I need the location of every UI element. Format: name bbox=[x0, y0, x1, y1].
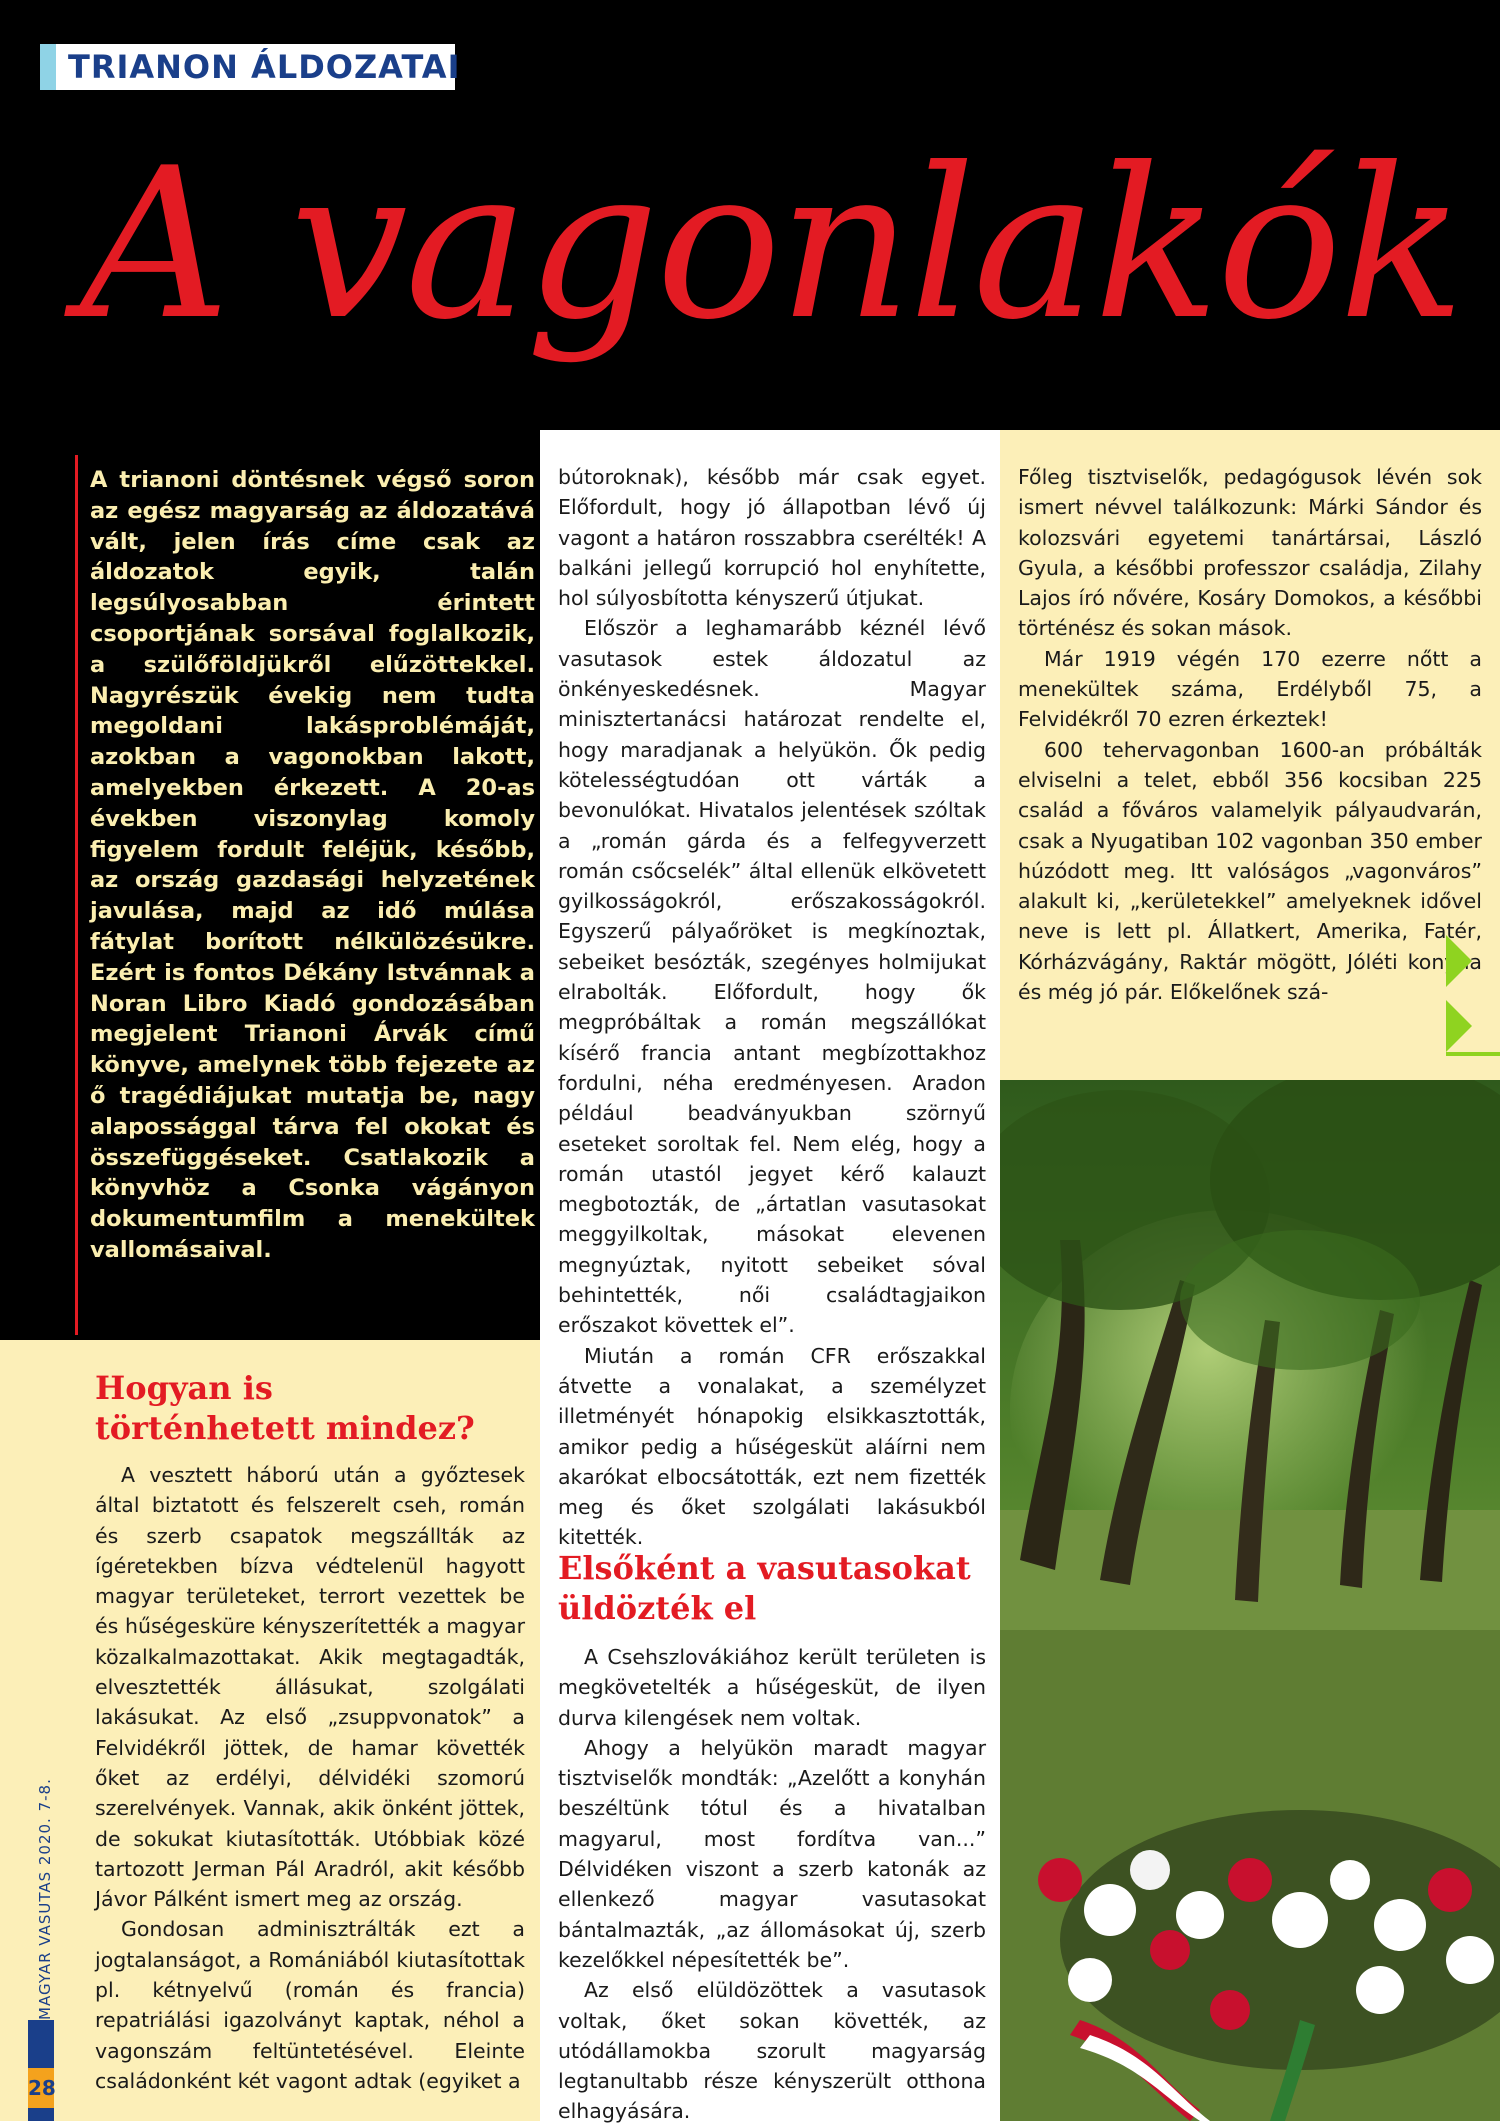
column-2-heading: Elsőként a vasutasokat üldözték el bbox=[558, 1549, 971, 1627]
flower bbox=[1356, 1966, 1404, 2014]
paragraph: Először a leghamarább kéznél lévő vasutasok estek áldozatul az önkényeskedésnek. Magyar minisztertanácsi határozat rendelte el, hogy maradjanak a helyükön. Ők pedig kötelességtudóan ott várták a bevonulókat. Hivatalos jelentések szóltak a „román gárda és a felfegyverzett román csőcselék” által ellenük elkövetett gyilkosságokról, erőszakosságokról. Egyszerű pályaőröket is megkínoztak, sebeiket besózták, szegényes holmijukat elrabolták. Előfordult, hogy ők megpróbáltak a román megszállókat kísérő francia antant megbízottakhoz fordulni, néha eredményesen. Aradon például beadványukban szörnyű eseteket soroltak fel. Nem elég, hogy a román utastól jegyet kérő kalauzt megbotozták, de „ártatlan vasutasokat meggyilkoltak, másokat elevenen megnyúztak, nyitott sebeiket sóval behintették, női családtagjaikon erőszakot követtek el”. bbox=[558, 616, 986, 1338]
continue-arrow-icon bbox=[1446, 1000, 1472, 1052]
column-2-text-bottom bbox=[558, 1642, 986, 2127]
paragraph: 600 tehervagonban 1600-an próbálták elviselni a telet, ebből 356 kocsiban 225 család a főváros valamelyik pályaudvarán, csak a Nyugatiban 102 vagonban 350 ember húzódott meg. Itt valóságos „vagonváros” alakult ki, „kerületekkel” amelyeknek idővel neve is lett pl. Állatkert, Amerika, Fatér, Kórházvágány, Raktár mögött, Jóléti konyha és még jó pár. Előkelőnek szá- bbox=[1018, 737, 1482, 1005]
flower bbox=[1038, 1858, 1082, 1902]
paragraph: Az első elüldözöttek a vasutasok voltak, őket sokan követték, az utódállamokba szorult magyarság legtanultabb része kényszerült otthona elhagyására. bbox=[558, 1978, 986, 2124]
paragraph: A Csehszlovákiához került területen is megkövetelték a hűségesküt, de ilyen durva kilengések nem voltak. bbox=[558, 1645, 986, 1730]
tree-canopy bbox=[1180, 1230, 1420, 1370]
paragraph: Miután a román CFR erőszakkal átvette a vonalakat, a személyzet illetményét hónapokig elsikkasztották, amikor pedig a hűségesküt aláírni nem akarókat elbocsátották, ezt nem fizették meg és őket szolgálati lakásukból kitették. bbox=[558, 1343, 986, 1550]
section-kicker: TRIANON ÁLDOZATAI bbox=[40, 44, 455, 90]
column-3-text bbox=[1018, 462, 1482, 1007]
flower bbox=[1176, 1891, 1224, 1939]
flower bbox=[1272, 1892, 1328, 1948]
page-number: 28 bbox=[28, 2068, 54, 2108]
flower bbox=[1210, 1990, 1250, 2030]
lead-paragraph: A trianoni döntésnek végső soron az egész magyarság az áldozatává vált, jelen írás címe csak az áldozatok egyik, talán legsúlyosabban érintett csoportjának sorsával foglalkozik, a szülőföldjükről elűzöttekkel. Nagyrészük évekig nem tudta megoldani lakásproblémáját, azokban a vagonokban lakott, amelyekben érkezett. A 20-as években viszonylag komoly figyelem fordult feléjük, később, az ország gazdasági helyzetének javulása, majd az idő múlása fátylat borított nélkülözésükre. Ezért is fontos Dékány Istvánnak a Noran Libro Kiadó gondozásában megjelent Trianoni Árvák című könyve, amelynek több fejezete az ő tragédiájukat mutatja be, nagy alapossággal tárva fel okokat és összefüggéseket. Csatlakozik a könyvhöz a Csonka vágányon dokumentumfilm a menekültek vallomásaival. bbox=[75, 455, 535, 1335]
paragraph: A vesztett háború után a győztesek által biztatott és felszerelt cseh, román és szerb csapatok megszállták az ígéretekben bízva védtelenül hagyott magyar területeket, terrort vezettek be és hűségesküre kényszerítették a magyar közalkalmazottakat. Akik megtagadták, elvesztették állásukat, szolgálati lakásukat. Az első „zsuppvonatok” a Felvidékről jöttek, de hamar követték őket az erdélyi, délvidéki szomorú szerelvények. Vannak, akik önként jöttek, de sokukat kiutasították. Utóbbiak közé tartozott Jerman Pál Aradról, akit később Jávor Pálként ismert meg az ország. bbox=[95, 1463, 525, 1912]
flower bbox=[1428, 1868, 1472, 1912]
continue-arrow-icon bbox=[1446, 935, 1472, 987]
column-1-text bbox=[95, 1460, 525, 2096]
article-title: A vagonlakók bbox=[80, 124, 1463, 366]
column-1-heading: Hogyan is történhetett mindez? bbox=[95, 1369, 475, 1447]
paragraph: Ahogy a helyükön maradt magyar tisztviselők mondták: „Azelőtt a konyhán beszéltünk tótul és a hivatalban magyarul, most fordítva van...” Délvidéken viszont a szerb katonák az ellenkező magyar vasutasokat bántalmazták, „az állomásokat új, szerb kezelőkkel népesítették be”. bbox=[558, 1735, 986, 1972]
publication-label: MAGYAR VASUTAS 2020. 7-8. bbox=[36, 1778, 54, 2020]
flower bbox=[1084, 1884, 1136, 1936]
flower bbox=[1150, 1930, 1190, 1970]
paragraph: Már 1919 végén 170 ezerre nőtt a menekültek száma, Erdélyből 75, a Felvidékről 70 ezren érkeztek! bbox=[1018, 646, 1482, 732]
column-2-text-top bbox=[558, 462, 986, 1553]
paragraph: bútoroknak), később már csak egyet. Előfordult, hogy jó állapotban lévő új vagont a határon rosszabbra cserélték! A balkáni jellegű korrupció hol enyhítette, hol súlyosbította kényszerű útjukat. bbox=[558, 465, 986, 611]
flower bbox=[1228, 1858, 1272, 1902]
memorial-wreath-photo bbox=[1000, 1080, 1500, 2121]
flower bbox=[1374, 1899, 1426, 1951]
flower bbox=[1068, 1958, 1112, 2002]
publication-sidebar bbox=[28, 1700, 58, 2020]
flower bbox=[1130, 1850, 1170, 1890]
paragraph: Főleg tisztviselők, pedagógusok lévén sok ismert névvel találkozunk: Márki Sándor és kolozsvári egyetemi tanártársai, László Gyula, a későbbi professzor családja, Zilahy Lajos író nővére, Kosáry Domokos, a későbbi történész és sokan mások. bbox=[1018, 465, 1482, 641]
paragraph: Gondosan adminisztrálták ezt a jogtalanságot, a Romániából kiutasítottak pl. kétnyelvű (román és francia) repatriálási igazolványt kaptak, néhol a vagonszám feltüntetésével. Eleinte családonként két vagont adtak (egyiket a bbox=[95, 1917, 525, 2093]
flower bbox=[1330, 1860, 1370, 1900]
flower bbox=[1446, 1936, 1494, 1984]
arrow-rule bbox=[1446, 1052, 1500, 1056]
